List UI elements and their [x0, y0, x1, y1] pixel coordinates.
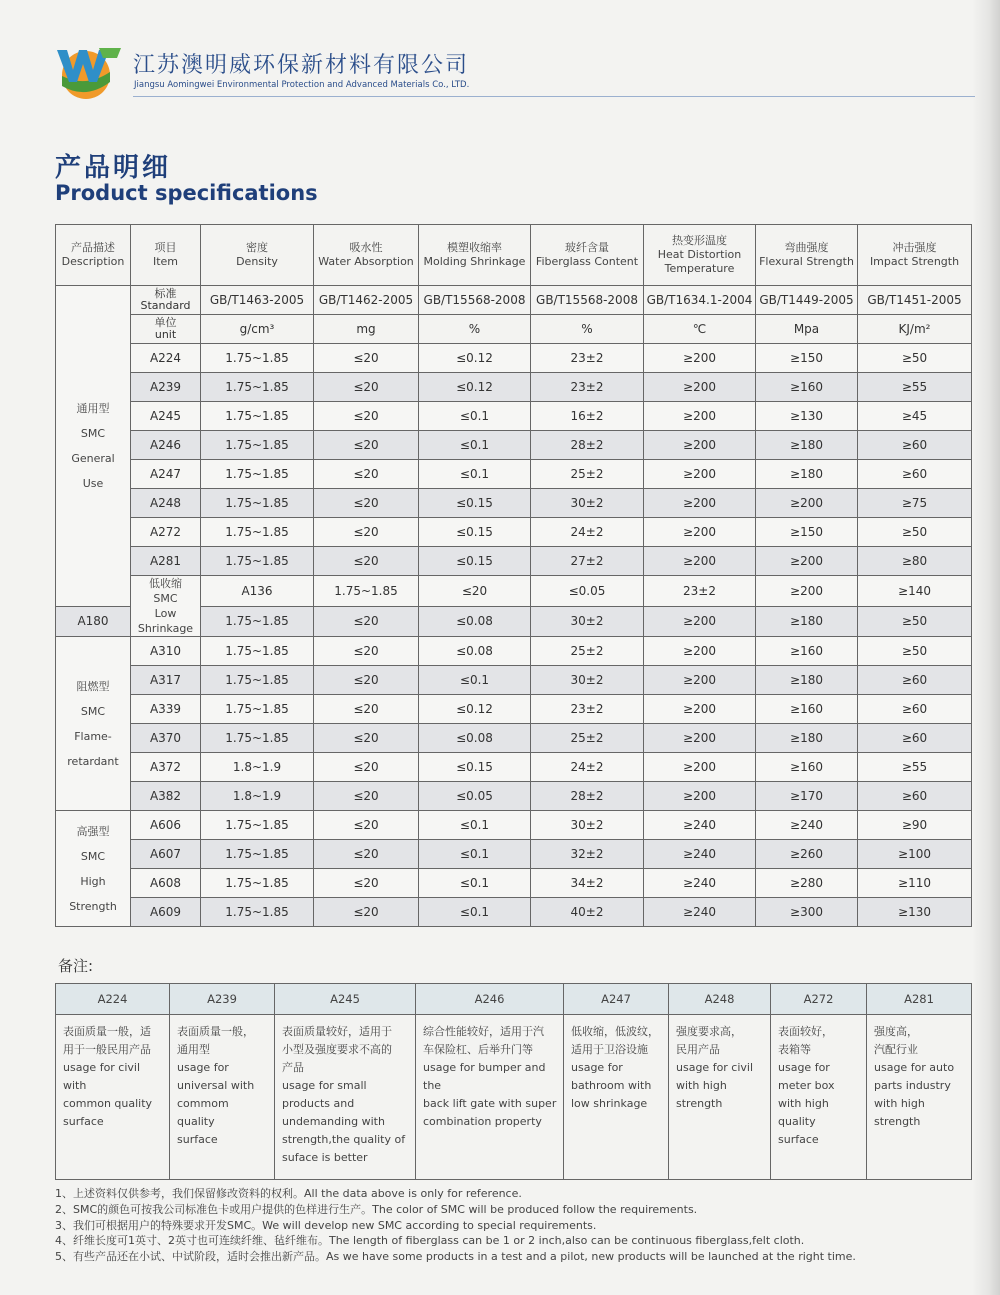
spec-value: ≥200: [644, 724, 756, 753]
spec-value: ≥200: [756, 547, 858, 576]
product-code: A281: [131, 547, 201, 576]
note-line: 低收缩，低波纹，: [571, 1025, 659, 1038]
spec-value: ≥180: [756, 460, 858, 489]
note-description: [416, 1015, 564, 1180]
note-line: usage for bumper and the: [423, 1061, 546, 1092]
product-code: A248: [131, 489, 201, 518]
specs-table: [55, 224, 972, 927]
spec-value: ≥100: [858, 840, 972, 869]
unit-label: 单位 unit: [131, 315, 201, 344]
note-line: combination property: [423, 1115, 542, 1128]
spec-value: 24±2: [531, 518, 644, 547]
standard-value: GB/T1449-2005: [756, 286, 858, 315]
footer-line: 4、纤维长度可1英寸、2英寸也可连续纤维、毡纤维布。The length of fiberglass can be 1 or 2 inch,also can be continuous fiberglass,felt cloth.: [55, 1234, 805, 1248]
spec-value: 1.75~1.85: [201, 373, 314, 402]
unit-row: [56, 315, 972, 344]
spec-value: ≤20: [314, 898, 419, 927]
spec-value: ≥75: [858, 489, 972, 518]
product-code: A608: [131, 869, 201, 898]
product-code: A239: [131, 373, 201, 402]
spec-value: ≥60: [858, 666, 972, 695]
note-line: surface: [778, 1133, 819, 1146]
spec-value: ≥50: [858, 637, 972, 666]
spec-value: ≤20: [314, 753, 419, 782]
spec-value: ≥200: [644, 431, 756, 460]
spec-value: ≥170: [756, 782, 858, 811]
header-flexural-strength: 弯曲强度 Flexural Strength: [756, 225, 858, 286]
spec-value: 40±2: [531, 898, 644, 927]
specs-header-row: [56, 225, 972, 286]
spec-value: ≥55: [858, 753, 972, 782]
note-line: undemanding with: [282, 1115, 385, 1128]
awm-logo-icon: [55, 42, 123, 100]
spec-value: ≤20: [314, 782, 419, 811]
spec-value: 30±2: [531, 811, 644, 840]
product-code: A136: [201, 576, 314, 607]
spec-value: ≥180: [756, 606, 858, 637]
spec-value: 1.75~1.85: [201, 606, 314, 637]
header-density: 密度 Density: [201, 225, 314, 286]
product-row: [56, 402, 972, 431]
product-code: A372: [131, 753, 201, 782]
product-row: [56, 460, 972, 489]
spec-value: ≤20: [314, 869, 419, 898]
spec-value: ≤0.12: [419, 373, 531, 402]
product-code: A317: [131, 666, 201, 695]
product-row: [56, 724, 972, 753]
spec-value: 1.75~1.85: [201, 724, 314, 753]
product-row: [56, 576, 972, 607]
note-line: usage for civil: [676, 1061, 754, 1074]
spec-value: 25±2: [531, 724, 644, 753]
spec-value: ≥160: [756, 753, 858, 782]
spec-value: ≥50: [858, 344, 972, 373]
spec-value: 24±2: [531, 753, 644, 782]
spec-value: ≤0.08: [419, 724, 531, 753]
notes-body-row: [56, 1015, 972, 1180]
note-description: [170, 1015, 275, 1180]
spec-value: ≤0.1: [419, 811, 531, 840]
product-row: [56, 373, 972, 402]
spec-value: ≥130: [858, 898, 972, 927]
note-line: quality: [778, 1115, 816, 1128]
spec-value: 28±2: [531, 782, 644, 811]
note-line: usage for civil with: [63, 1061, 141, 1092]
spec-value: ≤0.1: [419, 898, 531, 927]
product-row: [56, 869, 972, 898]
note-code: A281: [867, 984, 972, 1015]
product-row: [56, 518, 972, 547]
spec-value: 30±2: [531, 666, 644, 695]
spec-value: ≤20: [314, 344, 419, 373]
note-line: universal with: [177, 1079, 255, 1092]
note-description: [564, 1015, 669, 1180]
header-fiberglass-content: 玻纤含量 Fiberglass Content: [531, 225, 644, 286]
spec-value: ≥180: [756, 724, 858, 753]
spec-value: ≥80: [858, 547, 972, 576]
spec-value: ≥160: [756, 695, 858, 724]
spec-value: ≥240: [644, 869, 756, 898]
spec-value: ≥160: [756, 637, 858, 666]
note-line: 用于一般民用产品: [63, 1043, 151, 1056]
note-description: [275, 1015, 416, 1180]
note-description: [56, 1015, 170, 1180]
note-line: surface: [177, 1133, 218, 1146]
spec-value: 23±2: [531, 344, 644, 373]
spec-value: ≤0.1: [419, 431, 531, 460]
spec-value: ≥300: [756, 898, 858, 927]
standard-value: GB/T1634.1-2004: [644, 286, 756, 315]
spec-value: ≤0.1: [419, 402, 531, 431]
note-line: 适用于卫浴设施: [571, 1043, 648, 1056]
unit-value: ℃: [644, 315, 756, 344]
spec-value: ≤0.05: [419, 782, 531, 811]
spec-value: 34±2: [531, 869, 644, 898]
spec-value: ≤20: [314, 547, 419, 576]
spec-value: ≥160: [756, 373, 858, 402]
spec-value: 1.75~1.85: [201, 431, 314, 460]
standard-label: 标准 Standard: [131, 286, 201, 315]
spec-value: 1.75~1.85: [314, 576, 419, 607]
product-row: [56, 637, 972, 666]
footer-line: 1、上述资料仅供参考，我们保留修改资料的权利。All the data above is only for reference.: [55, 1187, 522, 1200]
note-line: low shrinkage: [571, 1097, 648, 1110]
spec-value: ≥200: [644, 373, 756, 402]
product-code: A339: [131, 695, 201, 724]
unit-value: KJ/m²: [858, 315, 972, 344]
spec-value: ≥240: [756, 811, 858, 840]
header-item: 项目 Item: [131, 225, 201, 286]
spec-value: ≥130: [756, 402, 858, 431]
notes-header-row: [56, 984, 972, 1015]
spec-value: ≥200: [644, 489, 756, 518]
spec-value: ≥50: [858, 518, 972, 547]
product-row: [56, 344, 972, 373]
product-code: A606: [131, 811, 201, 840]
note-line: 强度要求高，: [676, 1025, 742, 1038]
spec-value: ≤0.15: [419, 753, 531, 782]
header-heat-distortion: 热变形温度 Heat Distortion Temperature: [644, 225, 756, 286]
product-row: [56, 547, 972, 576]
product-code: A246: [131, 431, 201, 460]
spec-value: 1.75~1.85: [201, 695, 314, 724]
spec-value: ≤0.1: [419, 460, 531, 489]
product-code: A382: [131, 782, 201, 811]
spec-value: ≤20: [314, 695, 419, 724]
spec-value: ≥150: [756, 344, 858, 373]
note-line: strength: [874, 1115, 921, 1128]
spec-value: 1.8~1.9: [201, 782, 314, 811]
spec-value: ≥180: [756, 666, 858, 695]
product-code: A607: [131, 840, 201, 869]
header-water-absorption: 吸水性 Water Absorption: [314, 225, 419, 286]
spec-value: ≥60: [858, 460, 972, 489]
note-line: suface is better: [282, 1151, 368, 1164]
page-title-en: Product specifications: [55, 181, 318, 205]
header-impact-strength: 冲击强度 Impact Strength: [858, 225, 972, 286]
note-line: parts industry: [874, 1079, 951, 1092]
note-line: 表面质量较好，适用于: [282, 1025, 392, 1038]
spec-value: ≥180: [756, 431, 858, 460]
spec-value: ≤0.05: [531, 576, 644, 607]
product-code: A609: [131, 898, 201, 927]
footer-notes: [55, 1186, 975, 1265]
spec-value: 1.8~1.9: [201, 753, 314, 782]
spec-value: ≥50: [858, 606, 972, 637]
note-line: back lift gate with super: [423, 1097, 557, 1110]
spec-value: ≤0.1: [419, 840, 531, 869]
note-line: 表面质量一般，适: [63, 1025, 151, 1038]
note-description: [771, 1015, 867, 1180]
page-title-cn: 产品明细: [55, 153, 172, 183]
note-code: A247: [564, 984, 669, 1015]
spec-value: ≥200: [756, 489, 858, 518]
note-line: strength: [676, 1097, 723, 1110]
spec-value: ≥60: [858, 782, 972, 811]
spec-value: 1.75~1.85: [201, 898, 314, 927]
spec-value: ≤0.08: [419, 637, 531, 666]
company-name-cn: 江苏澳明威环保新材料有限公司: [133, 53, 470, 78]
spec-value: 1.75~1.85: [201, 547, 314, 576]
product-row: [56, 489, 972, 518]
spec-value: ≥140: [858, 576, 972, 607]
spec-value: 23±2: [531, 373, 644, 402]
product-code: A310: [131, 637, 201, 666]
spec-value: ≥150: [756, 518, 858, 547]
spec-value: ≥240: [644, 840, 756, 869]
footer-line: 2、SMC的颜色可按我公司标准色卡或用户提供的色样进行生产。The color of SMC will be produced follow the requirements.: [55, 1202, 698, 1216]
note-line: bathroom with: [571, 1079, 652, 1092]
spec-value: 30±2: [531, 606, 644, 637]
product-code: A247: [131, 460, 201, 489]
spec-value: 25±2: [531, 637, 644, 666]
spec-value: ≤20: [314, 606, 419, 637]
spec-value: ≥240: [644, 898, 756, 927]
note-line: products and: [282, 1097, 355, 1110]
spec-value: 16±2: [531, 402, 644, 431]
product-row: [56, 811, 972, 840]
product-row: [56, 695, 972, 724]
standard-row: [56, 286, 972, 315]
spec-value: 1.75~1.85: [201, 637, 314, 666]
spec-value: ≤20: [314, 460, 419, 489]
spec-value: 1.75~1.85: [201, 344, 314, 373]
group-label-flame-retardant: 阻燃型 SMC Flame- retardant: [56, 637, 131, 811]
note-line: with high: [676, 1079, 727, 1092]
group-label-high-strength: 高强型 SMC High Strength: [56, 811, 131, 927]
spec-value: ≥200: [644, 460, 756, 489]
note-code: A248: [669, 984, 771, 1015]
product-code: A224: [131, 344, 201, 373]
spec-value: 30±2: [531, 489, 644, 518]
spec-value: 23±2: [531, 695, 644, 724]
note-line: 强度高，: [874, 1025, 918, 1038]
note-code: A245: [275, 984, 416, 1015]
note-line: with high: [874, 1097, 925, 1110]
notes-table: [55, 983, 972, 1180]
note-line: surface: [63, 1115, 104, 1128]
note-code: A239: [170, 984, 275, 1015]
unit-value: mg: [314, 315, 419, 344]
spec-value: ≥240: [644, 811, 756, 840]
header-divider: [133, 96, 975, 97]
note-line: usage for small: [282, 1079, 367, 1092]
standard-value: GB/T15568-2008: [419, 286, 531, 315]
note-line: 车保险杠、后举升门等: [423, 1043, 533, 1056]
company-header: [55, 42, 975, 102]
spec-value: ≥260: [756, 840, 858, 869]
spec-value: ≥200: [644, 637, 756, 666]
spec-value: ≥200: [644, 695, 756, 724]
spec-value: ≥90: [858, 811, 972, 840]
spec-value: ≤0.15: [419, 518, 531, 547]
note-line: 综合性能较好，适用于汽: [423, 1025, 544, 1038]
spec-value: 25±2: [531, 460, 644, 489]
note-line: 表箱等: [778, 1043, 811, 1056]
spec-value: ≥55: [858, 373, 972, 402]
spec-value: 1.75~1.85: [201, 869, 314, 898]
note-line: usage for: [571, 1061, 623, 1074]
spec-value: ≤0.12: [419, 695, 531, 724]
product-row: [56, 431, 972, 460]
standard-value: GB/T1462-2005: [314, 286, 419, 315]
note-line: 小型及强度要求不高的: [282, 1043, 392, 1056]
product-row: [56, 753, 972, 782]
header-molding-shrinkage: 模塑收缩率 Molding Shrinkage: [419, 225, 531, 286]
unit-value: Mpa: [756, 315, 858, 344]
product-code: A180: [56, 606, 131, 637]
unit-value: %: [531, 315, 644, 344]
company-name-en: Jiangsu Aomingwei Environmental Protection and Advanced Materials Co., LTD.: [134, 80, 470, 90]
spec-value: ≤20: [314, 431, 419, 460]
note-line: meter box: [778, 1079, 835, 1092]
product-row: [56, 782, 972, 811]
note-line: 产品: [282, 1061, 304, 1074]
footer-line: 3、我们可根据用户的特殊要求开发SMC。We will develop new SMC according to special requirements.: [55, 1218, 597, 1232]
spec-value: ≤20: [314, 637, 419, 666]
spec-value: 1.75~1.85: [201, 811, 314, 840]
product-code: A370: [131, 724, 201, 753]
note-line: with high: [778, 1097, 829, 1110]
unit-value: %: [419, 315, 531, 344]
product-row: [56, 898, 972, 927]
spec-value: 1.75~1.85: [201, 402, 314, 431]
spec-value: ≥60: [858, 724, 972, 753]
spec-value: ≤20: [314, 811, 419, 840]
note-line: commom quality: [177, 1097, 229, 1128]
note-line: usage for: [177, 1061, 229, 1074]
note-line: common quality: [63, 1097, 153, 1110]
spec-value: ≤20: [314, 402, 419, 431]
note-line: strength,the quality of: [282, 1133, 406, 1146]
note-line: usage for auto: [874, 1061, 955, 1074]
spec-value: ≥200: [756, 576, 858, 607]
product-row: [56, 666, 972, 695]
spec-value: ≥280: [756, 869, 858, 898]
group-label-general: 通用型 SMC General Use: [56, 286, 131, 607]
note-code: A272: [771, 984, 867, 1015]
spec-value: 1.75~1.85: [201, 666, 314, 695]
spec-value: 27±2: [531, 547, 644, 576]
spec-value: ≤0.15: [419, 489, 531, 518]
spec-value: ≥110: [858, 869, 972, 898]
unit-value: g/cm³: [201, 315, 314, 344]
spec-value: ≤0.1: [419, 666, 531, 695]
note-line: 通用型: [177, 1043, 210, 1056]
spec-value: ≥200: [644, 402, 756, 431]
note-line: 民用产品: [676, 1043, 720, 1056]
header-description: 产品描述 Description: [56, 225, 131, 286]
page-edge-shadow: [972, 0, 1000, 1295]
note-code: A246: [416, 984, 564, 1015]
standard-value: GB/T1451-2005: [858, 286, 972, 315]
footer-line: 5、有些产品还在小试、中试阶段，适时会推出新产品。As we have some products in a test and a pilot, new products will be launched at the right time.: [55, 1250, 856, 1264]
spec-value: ≤0.12: [419, 344, 531, 373]
spec-value: ≤20: [419, 576, 531, 607]
spec-value: ≤20: [314, 373, 419, 402]
spec-value: ≥60: [858, 431, 972, 460]
spec-value: 28±2: [531, 431, 644, 460]
spec-value: ≥200: [644, 666, 756, 695]
spec-value: ≤20: [314, 840, 419, 869]
spec-value: ≤0.15: [419, 547, 531, 576]
spec-value: ≥200: [644, 518, 756, 547]
product-code: A272: [131, 518, 201, 547]
spec-value: 23±2: [644, 576, 756, 607]
spec-value: ≤20: [314, 518, 419, 547]
note-code: A224: [56, 984, 170, 1015]
product-code: A245: [131, 402, 201, 431]
spec-value: ≤0.1: [419, 869, 531, 898]
spec-value: 1.75~1.85: [201, 460, 314, 489]
note-line: 表面质量一般，: [177, 1025, 254, 1038]
product-row: [56, 840, 972, 869]
spec-value: 1.75~1.85: [201, 518, 314, 547]
spec-value: ≥200: [644, 344, 756, 373]
spec-value: ≥45: [858, 402, 972, 431]
spec-value: ≥200: [644, 782, 756, 811]
notes-label: 备注:: [58, 957, 94, 975]
spec-value: 1.75~1.85: [201, 840, 314, 869]
note-description: [669, 1015, 771, 1180]
note-line: 表面较好，: [778, 1025, 833, 1038]
spec-value: ≥200: [644, 547, 756, 576]
spec-value: 1.75~1.85: [201, 489, 314, 518]
spec-value: ≤20: [314, 666, 419, 695]
note-description: [867, 1015, 972, 1180]
note-line: 汽配行业: [874, 1043, 918, 1056]
standard-value: GB/T15568-2008: [531, 286, 644, 315]
spec-value: ≤20: [314, 489, 419, 518]
spec-value: ≥200: [644, 606, 756, 637]
spec-value: ≥200: [644, 753, 756, 782]
standard-value: GB/T1463-2005: [201, 286, 314, 315]
spec-value: ≤0.08: [419, 606, 531, 637]
spec-value: 32±2: [531, 840, 644, 869]
spec-value: ≥60: [858, 695, 972, 724]
spec-value: ≤20: [314, 724, 419, 753]
note-line: usage for: [778, 1061, 830, 1074]
group-label-low-shrinkage: 低收缩 SMC Low Shrinkage: [131, 576, 201, 637]
